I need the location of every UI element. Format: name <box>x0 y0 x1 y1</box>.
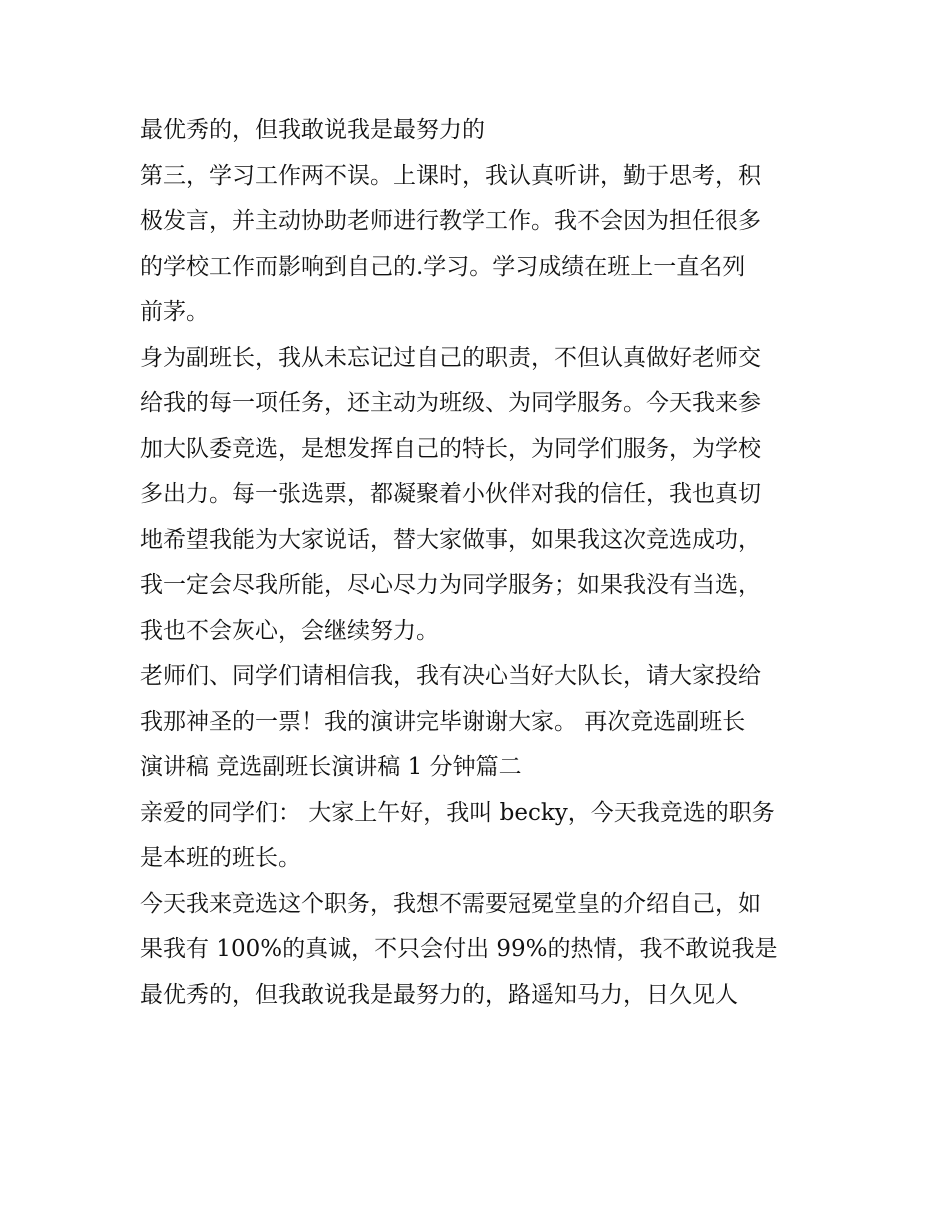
text-line: 演讲稿 竞选副班长演讲稿 1 分钟篇二 <box>140 754 522 780</box>
text-line: 亲爱的同学们： 大家上午好，我叫 becky，今天我竞选的职务 <box>140 799 775 826</box>
text-line: 前茅。 <box>140 299 209 325</box>
text-line: 多出力。每一张选票，都凝聚着小伙伴对我的信任，我也真切 <box>140 481 761 507</box>
text-line: 老师们、同学们请相信我，我有决心当好大队长，请大家投给 <box>140 663 761 689</box>
text-line: 地希望我能为大家说话，替大家做事，如果我这次竞选成功， <box>140 526 761 553</box>
text-line: 最优秀的，但我敢说我是最努力的，路遥知马力，日久见人 <box>140 981 738 1008</box>
text-line: 果我有 100%的真诚，不只会付出 99%的热情，我不敢说我是 <box>140 936 778 962</box>
text-line: 身为副班长，我从未忘记过自己的职责，不但认真做好老师交 <box>140 344 761 371</box>
text-line: 第三，学习工作两不误。上课时，我认真听讲，勤于思考，积 <box>140 162 761 189</box>
text-line: 加大队委竞选，是想发挥自己的特长，为同学们服务，为学校 <box>140 435 761 462</box>
text-line: 我那神圣的一票！我的演讲完毕谢谢大家。 再次竞选副班长 <box>140 708 746 735</box>
text-line: 是本班的班长。 <box>140 845 301 871</box>
text-line: 我也不会灰心，会继续努力。 <box>140 617 439 644</box>
text-line: 我一定会尽我所能，尽心尽力为同学服务；如果我没有当选， <box>140 572 761 598</box>
text-line: 给我的每一项任务，还主动为班级、为同学服务。今天我来参 <box>140 390 761 416</box>
document-body <box>140 108 820 1018</box>
text-line: 的学校工作而影响到自己的.学习。学习成绩在班上一直名列 <box>140 253 746 280</box>
text-line: 今天我来竞选这个职务，我想不需要冠冕堂皇的介绍自己，如 <box>140 890 761 917</box>
text-line: 极发言，并主动协助老师进行教学工作。我不会因为担任很多 <box>140 208 761 234</box>
text-line: 最优秀的，但我敢说我是最努力的 <box>140 117 485 143</box>
